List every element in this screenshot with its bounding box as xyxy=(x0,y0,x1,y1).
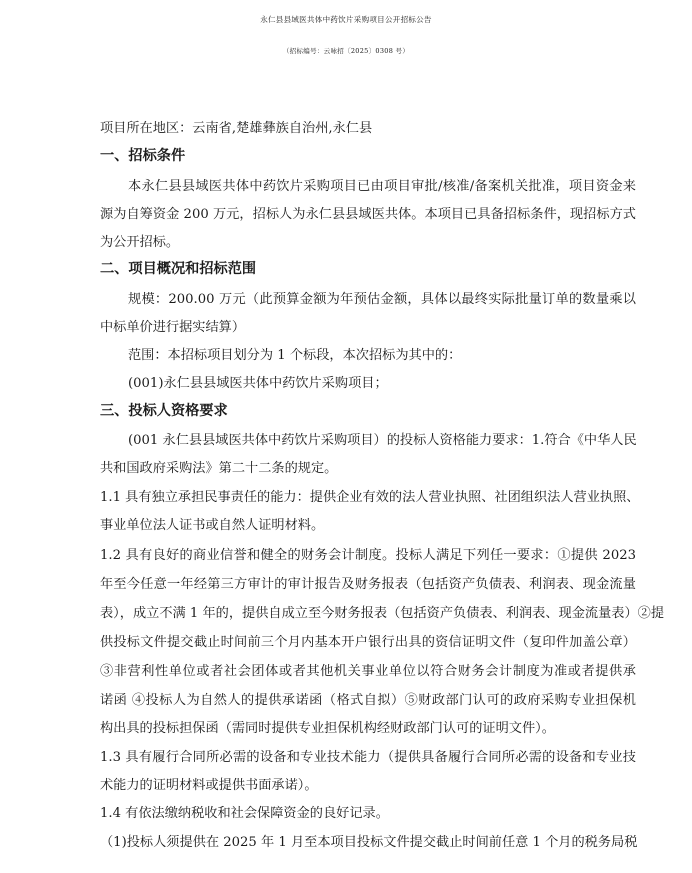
paragraph-line: 术能力的证明材料或提供书面承诺）。 xyxy=(100,778,318,793)
paragraph-line: 供投标文件提交截止时间前三个月内基本开户银行出具的资信证明文件（复印件加盖公章） xyxy=(100,635,636,650)
section-heading-qualifications: 三、投标人资格要求 xyxy=(100,403,228,419)
paragraph-line: 规模：200.00 万元（此预算金额为年预估金额，具体以最终实际批量订单的数量乘以 xyxy=(128,292,636,307)
paragraph-line: 为公开招标。 xyxy=(100,235,180,250)
paragraph-line: 1.1 具有独立承担民事责任的能力：提供企业有效的法人营业执照、社团组织法人营业执照、 xyxy=(100,490,640,505)
paragraph-line: 事业单位法人证书或自然人证明材料。 xyxy=(100,518,325,533)
paragraph-line: 范围：本招标项目划分为 1 个标段，本次招标为其中的： xyxy=(128,348,462,363)
paragraph-line: ③非营利性单位或者社会团体或者其他机关事业单位以符合财务会计制度为准或者提供承 xyxy=(100,664,636,679)
paragraph-line: (001)永仁县县域医共体中药饮片采购项目； xyxy=(128,376,388,391)
section-heading-overview: 二、项目概况和招标范围 xyxy=(100,261,257,277)
paragraph-line: 1.3 具有履行合同所必需的设备和专业技术能力（提供具备履行合同所必需的设备和专业技 xyxy=(100,750,636,765)
paragraph-line: 中标单价进行据实结算） xyxy=(100,320,246,335)
section-heading-conditions: 一、招标条件 xyxy=(100,148,186,164)
paragraph-line: 构出具的投标担保函（需同时提供专业担保机构经财政部门认可的证明文件）。 xyxy=(100,721,555,736)
paragraph-line: 诺函 ④投标人为自然人的提供承诺函（格式自拟）⑤财政部门认可的政府采购专业担保机 xyxy=(100,693,636,708)
paragraph-line: (001 永仁县县域医共体中药饮片采购项目）的投标人资格能力要求：1.符合《中华人民 xyxy=(128,433,637,448)
paragraph-line: 共和国政府采购法》第二十二条的规定。 xyxy=(100,461,338,476)
paragraph-line: 本永仁县县域医共体中药饮片采购项目已由项目审批/核准/备案机关批准，项目资金来 xyxy=(128,179,636,194)
paragraph-line: 1.2 具有良好的商业信誉和健全的财务会计制度。投标人满足下列任一要求：①提供 2023 xyxy=(100,548,636,563)
paragraph-line: 1.4 有依法缴纳税收和社会保障资金的良好记录。 xyxy=(100,806,389,821)
document-title: 永仁县县域医共体中药饮片采购项目公开招标公告 xyxy=(260,15,432,24)
tender-number: （招标编号：云咏招〔2025〕0308 号） xyxy=(282,47,410,55)
paragraph-line: 表），成立不满 1 年的，提供自成立至今财务报表（包括资产负债表、利润表、现金流量表）②提 xyxy=(100,606,665,621)
paragraph-line: 年至今任意一年经第三方审计的审计报告及财务报表（包括资产负债表、利润表、现金流量 xyxy=(100,577,636,592)
project-location: 项目所在地区：云南省,楚雄彝族自治州,永仁县 xyxy=(100,121,373,136)
paragraph-line: 源为自筹资金 200 万元，招标人为永仁县县域医共体。本项目已具备招标条件，现招标方式 xyxy=(100,207,636,222)
paragraph-line: （1)投标人须提供在 2025 年 1 月至本项目投标文件提交截止时间前任意 1 个月的税务局税 xyxy=(100,835,638,850)
